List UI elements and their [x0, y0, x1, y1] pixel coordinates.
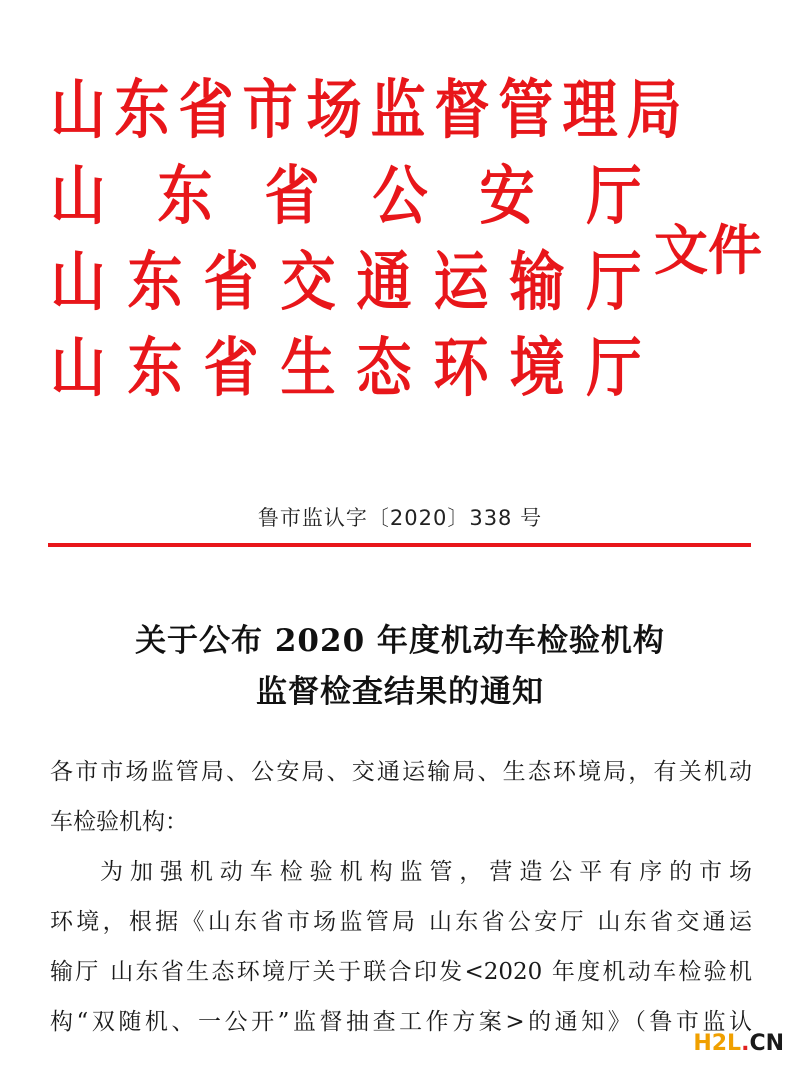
- watermark-brand: H2L: [693, 1031, 742, 1056]
- issuer-char: 山: [50, 332, 106, 406]
- issuer-char: 省: [264, 160, 320, 234]
- issuer-char: 管: [498, 74, 554, 148]
- issuer-char: 省: [203, 246, 259, 320]
- issuer-char: 生: [280, 332, 336, 406]
- issuer-char: 安: [479, 160, 535, 234]
- issuer-char: 厅: [586, 160, 642, 234]
- paragraph-line-2: 环境，根据《山东省市场监管局 山东省公安厅 山东省交通运: [50, 909, 752, 935]
- issuer-char: 山: [50, 74, 106, 148]
- issuer-ecology-environment: [46, 328, 646, 410]
- issuer-char: 省: [178, 74, 234, 148]
- issuer-char: 监: [370, 74, 426, 148]
- addressee-line-1: 各市市场监管局、公安局、交通运输局、生态环境局，有关机动: [50, 759, 752, 785]
- issuer-char: 理: [562, 74, 618, 148]
- paragraph-line-1: 为加强机动车检验机构监管，营造公平有序的市场: [100, 859, 752, 885]
- issuer-char: 省: [203, 332, 259, 406]
- issuer-char: 市: [242, 74, 298, 148]
- issuer-char: 通: [356, 246, 412, 320]
- issuer-char: 东: [157, 160, 213, 234]
- issuer-char: 运: [433, 246, 489, 320]
- document-suffix: 文件: [654, 219, 762, 282]
- red-divider-line: [48, 543, 751, 547]
- document-number: 鲁市监认字〔2020〕338 号: [257, 506, 543, 530]
- issuer-char: 交: [280, 246, 336, 320]
- issuer-char: 厅: [586, 332, 642, 406]
- site-watermark: [693, 1031, 784, 1056]
- issuer-char: 东: [127, 246, 183, 320]
- issuer-public-security: [46, 156, 646, 238]
- issuer-char: 态: [356, 332, 412, 406]
- addressee-line-2: 车检验机构：: [50, 809, 188, 835]
- issuing-authorities-header: [46, 70, 766, 430]
- issuer-char: 山: [50, 160, 106, 234]
- issuer-char: 境: [509, 332, 565, 406]
- issuer-transport: [46, 242, 646, 324]
- issuer-char: 输: [509, 246, 565, 320]
- document-title-line-1: 关于公布 2020 年度机动车检验机构: [135, 623, 665, 659]
- issuer-char: 环: [433, 332, 489, 406]
- paragraph-line-4: 构“双随机、一公开”监督抽查工作方案>的通知》（鲁市监认: [50, 1009, 752, 1035]
- issuer-char: 东: [127, 332, 183, 406]
- issuer-char: 督: [434, 74, 490, 148]
- issuer-char: 局: [626, 74, 682, 148]
- issuer-char: 场: [306, 74, 362, 148]
- issuer-market-regulation: [46, 70, 682, 152]
- paragraph-line-3: 输厅 山东省生态环境厅关于联合印发<2020 年度机动车检验机: [50, 959, 752, 985]
- issuer-char: 厅: [586, 246, 642, 320]
- issuer-char: 公: [372, 160, 428, 234]
- watermark-dot: .: [741, 1031, 750, 1056]
- document-title-line-2: 监督检查结果的通知: [256, 674, 544, 710]
- issuer-char: 山: [50, 246, 106, 320]
- issuer-char: 东: [114, 74, 170, 148]
- watermark-tld: CN: [749, 1031, 784, 1056]
